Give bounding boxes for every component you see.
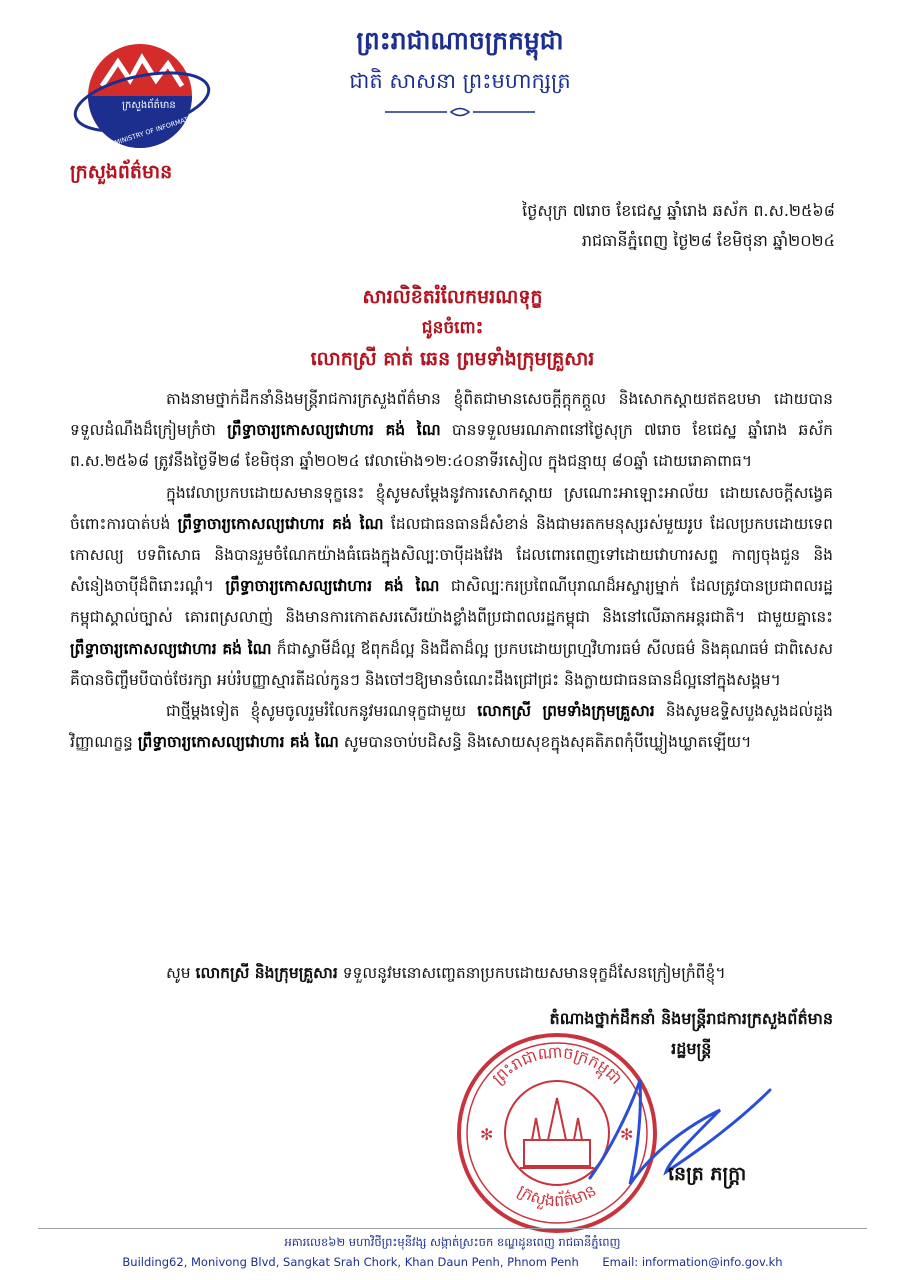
text-span: ក្នុងវេលាប្រកបដោយសមានទុក្ខនេះ ខ្ញុំសូមសម្ដែងនូវការសោកស្ដាយ ស្រណោះអាឡោះអាល័យ ដោយសេចក្ដីសង្វេគ ចំពោះការបាត់បង់ — [70, 483, 833, 533]
text-span: ដែលជាធនធានដ៏សំខាន់ និងជាមរតកមនុស្សរស់មួយរូប ដែលប្រកបដោយទេពកោសល្យ បទពិសោធ និងបានរួមចំណែកយ៉ាងធំធេងក្នុងសិល្បៈចាប៉ីដងវែង ដែលពោរពេញទៅដោយវោហារសព្ទ កាព្យចុងជួន និងសំនៀងចាប៉ីដ៏ពិរោះរណ្ដំ។ — [70, 514, 833, 596]
recipient-name: លោកស្រី និងក្រុមគ្រួសារ — [195, 964, 338, 982]
letter-body — [70, 384, 833, 758]
letter-title: សារលិខិតរំលែកមរណទុក្ខ — [362, 286, 543, 308]
seal-bottom-text: ក្រសួងព័ត៌មាន — [514, 1180, 600, 1211]
letter-to: ជូនចំពោះ — [421, 318, 484, 338]
footer — [0, 1232, 905, 1272]
letter-headings — [0, 282, 905, 375]
text-span: សូម — [166, 964, 196, 982]
footer-address-en: Building62, Monivong Blvd, Sangkat Srah Chork, Khan Daun Penh, Phnom Penh — [122, 1255, 579, 1269]
seal-star-icon: ✻ — [480, 1125, 494, 1144]
logo-en-text: MINISTRY OF INFORMATION — [113, 111, 201, 147]
deceased-name: ព្រឹទ្ធាចារ្យកោសល្យវោហារ គង់ ណៃ — [177, 514, 384, 533]
seal-top-text: ព្រះរាជាណាចក្រកម្ពុជា — [488, 1042, 626, 1089]
footer-address-kh: អគារលេខ៦២ មហាវិថីព្រះមុនីវង្ស សង្កាត់ស្រះចក ខណ្ឌដូនពេញ រាជធានីភ្នំពេញ — [284, 1235, 621, 1249]
letter-recipient: លោកស្រី គាត់ ឆេន ព្រមទាំងក្រុមគ្រួសារ — [310, 348, 595, 370]
footer-divider — [38, 1228, 867, 1229]
kingdom-name: ព្រះរាជាណាចក្រកម្ពុជា — [356, 26, 564, 55]
ornament-divider — [385, 105, 535, 119]
lunar-date: ថ្ងៃសុក្រ ៧រោច ខែជេស្ឋ ឆ្នាំរោង ឆស័ក ព.ស.២៥៦៨ — [522, 201, 835, 220]
recipient-name: លោកស្រី ព្រមទាំងក្រុមគ្រួសារ — [477, 702, 655, 721]
seal-star-icon: ✻ — [620, 1125, 634, 1144]
logo-kh-text: ក្រសួងព័ត៌មាន — [122, 100, 176, 111]
ministry-logo — [72, 40, 212, 152]
national-motto: ជាតិ សាសនា ព្រះមហាក្សត្រ — [349, 69, 571, 93]
text-span: ជាថ្មីម្ដងទៀត ខ្ញុំសូមចូលរួមរំលែកនូវមរណទុក្ខជាមួយ — [166, 702, 478, 721]
text-span: បានទទួលមរណភាពនៅថ្ងៃសុក្រ ៧រោច ខែជេស្ឋ ឆ្នាំរោង ឆស័ក ព.ស.២៥៦៨ ត្រូវនឹងថ្ងៃទី២៨ ខែមិថុនា ឆ្នាំ២០២៤ វេលាម៉ោង១២:៤០នាទីរសៀល ក្នុងជន្មាយុ ៨០ឆ្នាំ ដោយរោគាពាធ។ — [70, 421, 833, 471]
deceased-name: ព្រឹទ្ធាចារ្យកោសល្យវោហារ គង់ ណៃ — [137, 733, 339, 752]
solar-date: រាជធានីភ្នំពេញ ថ្ងៃ២៨ ខែមិថុនា ឆ្នាំ២០២៤ — [581, 231, 835, 250]
footer-email: Email: information@info.gov.kh — [602, 1255, 783, 1269]
signer-name: នេត្រ ភក្ត្រា — [668, 1163, 747, 1185]
text-span: និងសូមឧទ្ទិសបួងសួងដល់ដួងវិញ្ញាណក្ខន្ធ — [70, 702, 833, 752]
signer-position: រដ្ឋមន្ត្រី — [671, 1039, 712, 1058]
paragraph-1 — [70, 384, 833, 478]
kingdom-header — [300, 26, 620, 119]
text-span: ក៏ជាស្វាមីដ៏ល្អ ឪពុកដ៏ល្អ និងជីតាដ៏ល្អ ប្រកបដោយព្រហ្មវិហារធម៌ សីលធម៌ និងគុណធម៌ ជាពិសេស គឺបានចិញ្ចឹមបីបាច់ថែរក្សា អប់រំបញ្ញាស្មារតីដល់កូនៗ និងចៅៗឱ្យមានចំណេះដឹងជ្រៅជ្រះ និងក្លាយជាធនធានដ៏ល្អនៅក្នុងសង្គម។ — [70, 639, 833, 689]
deceased-name: ព្រឹទ្ធាចារ្យកោសល្យវោហារ គង់ ណៃ — [70, 639, 272, 658]
date-block — [522, 196, 835, 256]
deceased-name: ព្រឹទ្ធាចារ្យកោសល្យវោហារ គង់ ណៃ — [227, 421, 441, 440]
closing-line — [70, 958, 855, 988]
deceased-name: ព្រឹទ្ធាចារ្យកោសល្យវោហារ គង់ ណៃ — [225, 577, 440, 596]
ministry-name: ក្រសួងព័ត៌មាន — [70, 161, 173, 183]
paragraph-3 — [70, 696, 833, 758]
text-span: ទទួលនូវមនោសញ្ចេតនាប្រកបដោយសមានទុក្ខដ៏សែនក្រៀមក្រំពីខ្ញុំ។ — [337, 964, 726, 982]
footer-address-en-row — [0, 1252, 905, 1272]
paragraph-2 — [70, 478, 833, 696]
text-span: តាងនាមថ្នាក់ដឹកនាំនិងមន្ត្រីរាជការក្រសួងព័ត៌មាន ខ្ញុំពិតជាមានសេចក្ដីក្ដុកក្ដួល និងសោកស្ដាយឥតឧបមា ដោយបានទទួលដំណឹងដ៏ក្រៀមក្រំថា — [70, 390, 833, 440]
text-span: សូមបានចាប់បដិសន្ធិ និងសោយសុខក្នុងសុគតិភពកុំបីឃ្លៀងឃ្លាតឡើយ។ — [338, 733, 752, 752]
signer-on-behalf: តំណាងថ្នាក់ដឹកនាំ និងមន្ត្រីរាជការក្រសួងព័ត៌មាន — [549, 1009, 833, 1028]
text-span: ជាសិល្បៈករប្រពៃណីបុរាណដ៏អស្ចារ្យម្នាក់ ដែលត្រូវបានប្រជាពលរដ្ឋកម្ពុជាស្គាល់ច្បាស់ គោរពស្រលាញ់ និងមានការកោតសរសើរយ៉ាងខ្លាំងពីប្រជាពលរដ្ឋកម្ពុជា និងនៅលើឆាកអន្តរជាតិ។ ជាមួយគ្នានេះ — [70, 577, 833, 627]
